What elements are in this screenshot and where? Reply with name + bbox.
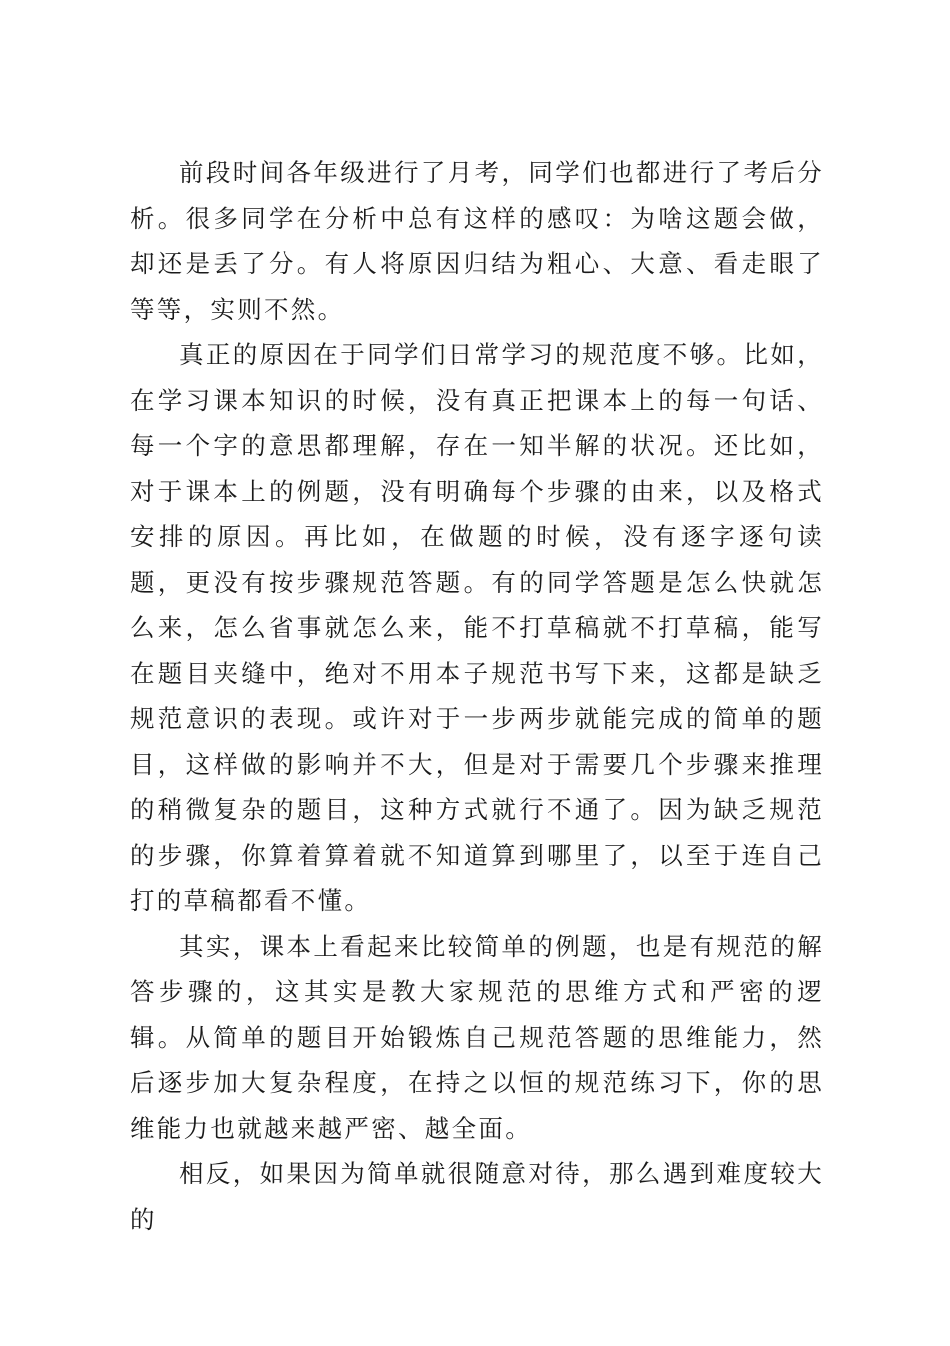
paragraph-4: 相反，如果因为简单就很随意对待，那么遇到难度较大的 [130,1159,824,1234]
paragraph-3: 其实，课本上看起来比较简单的例题，也是有规范的解答步骤的，这其实是教大家规范的思维方式和严密的逻辑。从简单的题目开始锻炼自己规范答题的思维能力，然后逐步加大复杂程度，在持之以恒的规范练习下，你的思维能力也就越来越严密、越全面。 [130,931,824,1143]
document-page [130,150,824,1242]
paragraph-2: 真正的原因在于同学们日常学习的规范度不够。比如，在学习课本知识的时候，没有真正把课本上的每一句话、每一个字的意思都理解，存在一知半解的状况。还比如，对于课本上的例题，没有明确每个步骤的由来，以及格式安排的原因。再比如，在做题的时候，没有逐字逐句读题，更没有按步骤规范答题。有的同学答题是怎么快就怎么来，怎么省事就怎么来，能不打草稿就不打草稿，能写在题目夹缝中，绝对不用本子规范书写下来，这都是缺乏规范意识的表现。或许对于一步两步就能完成的简单的题目，这样做的影响并不大，但是对于需要几个步骤来推理的稍微复杂的题目，这种方式就行不通了。因为缺乏规范的步骤，你算着算着就不知道算到哪里了，以至于连自己打的草稿都看不懂。 [130,340,824,915]
paragraph-1: 前段时间各年级进行了月考，同学们也都进行了考后分析。很多同学在分析中总有这样的感叹：为啥这题会做，却还是丢了分。有人将原因归结为粗心、大意、看走眼了等等，实则不然。 [130,158,824,324]
